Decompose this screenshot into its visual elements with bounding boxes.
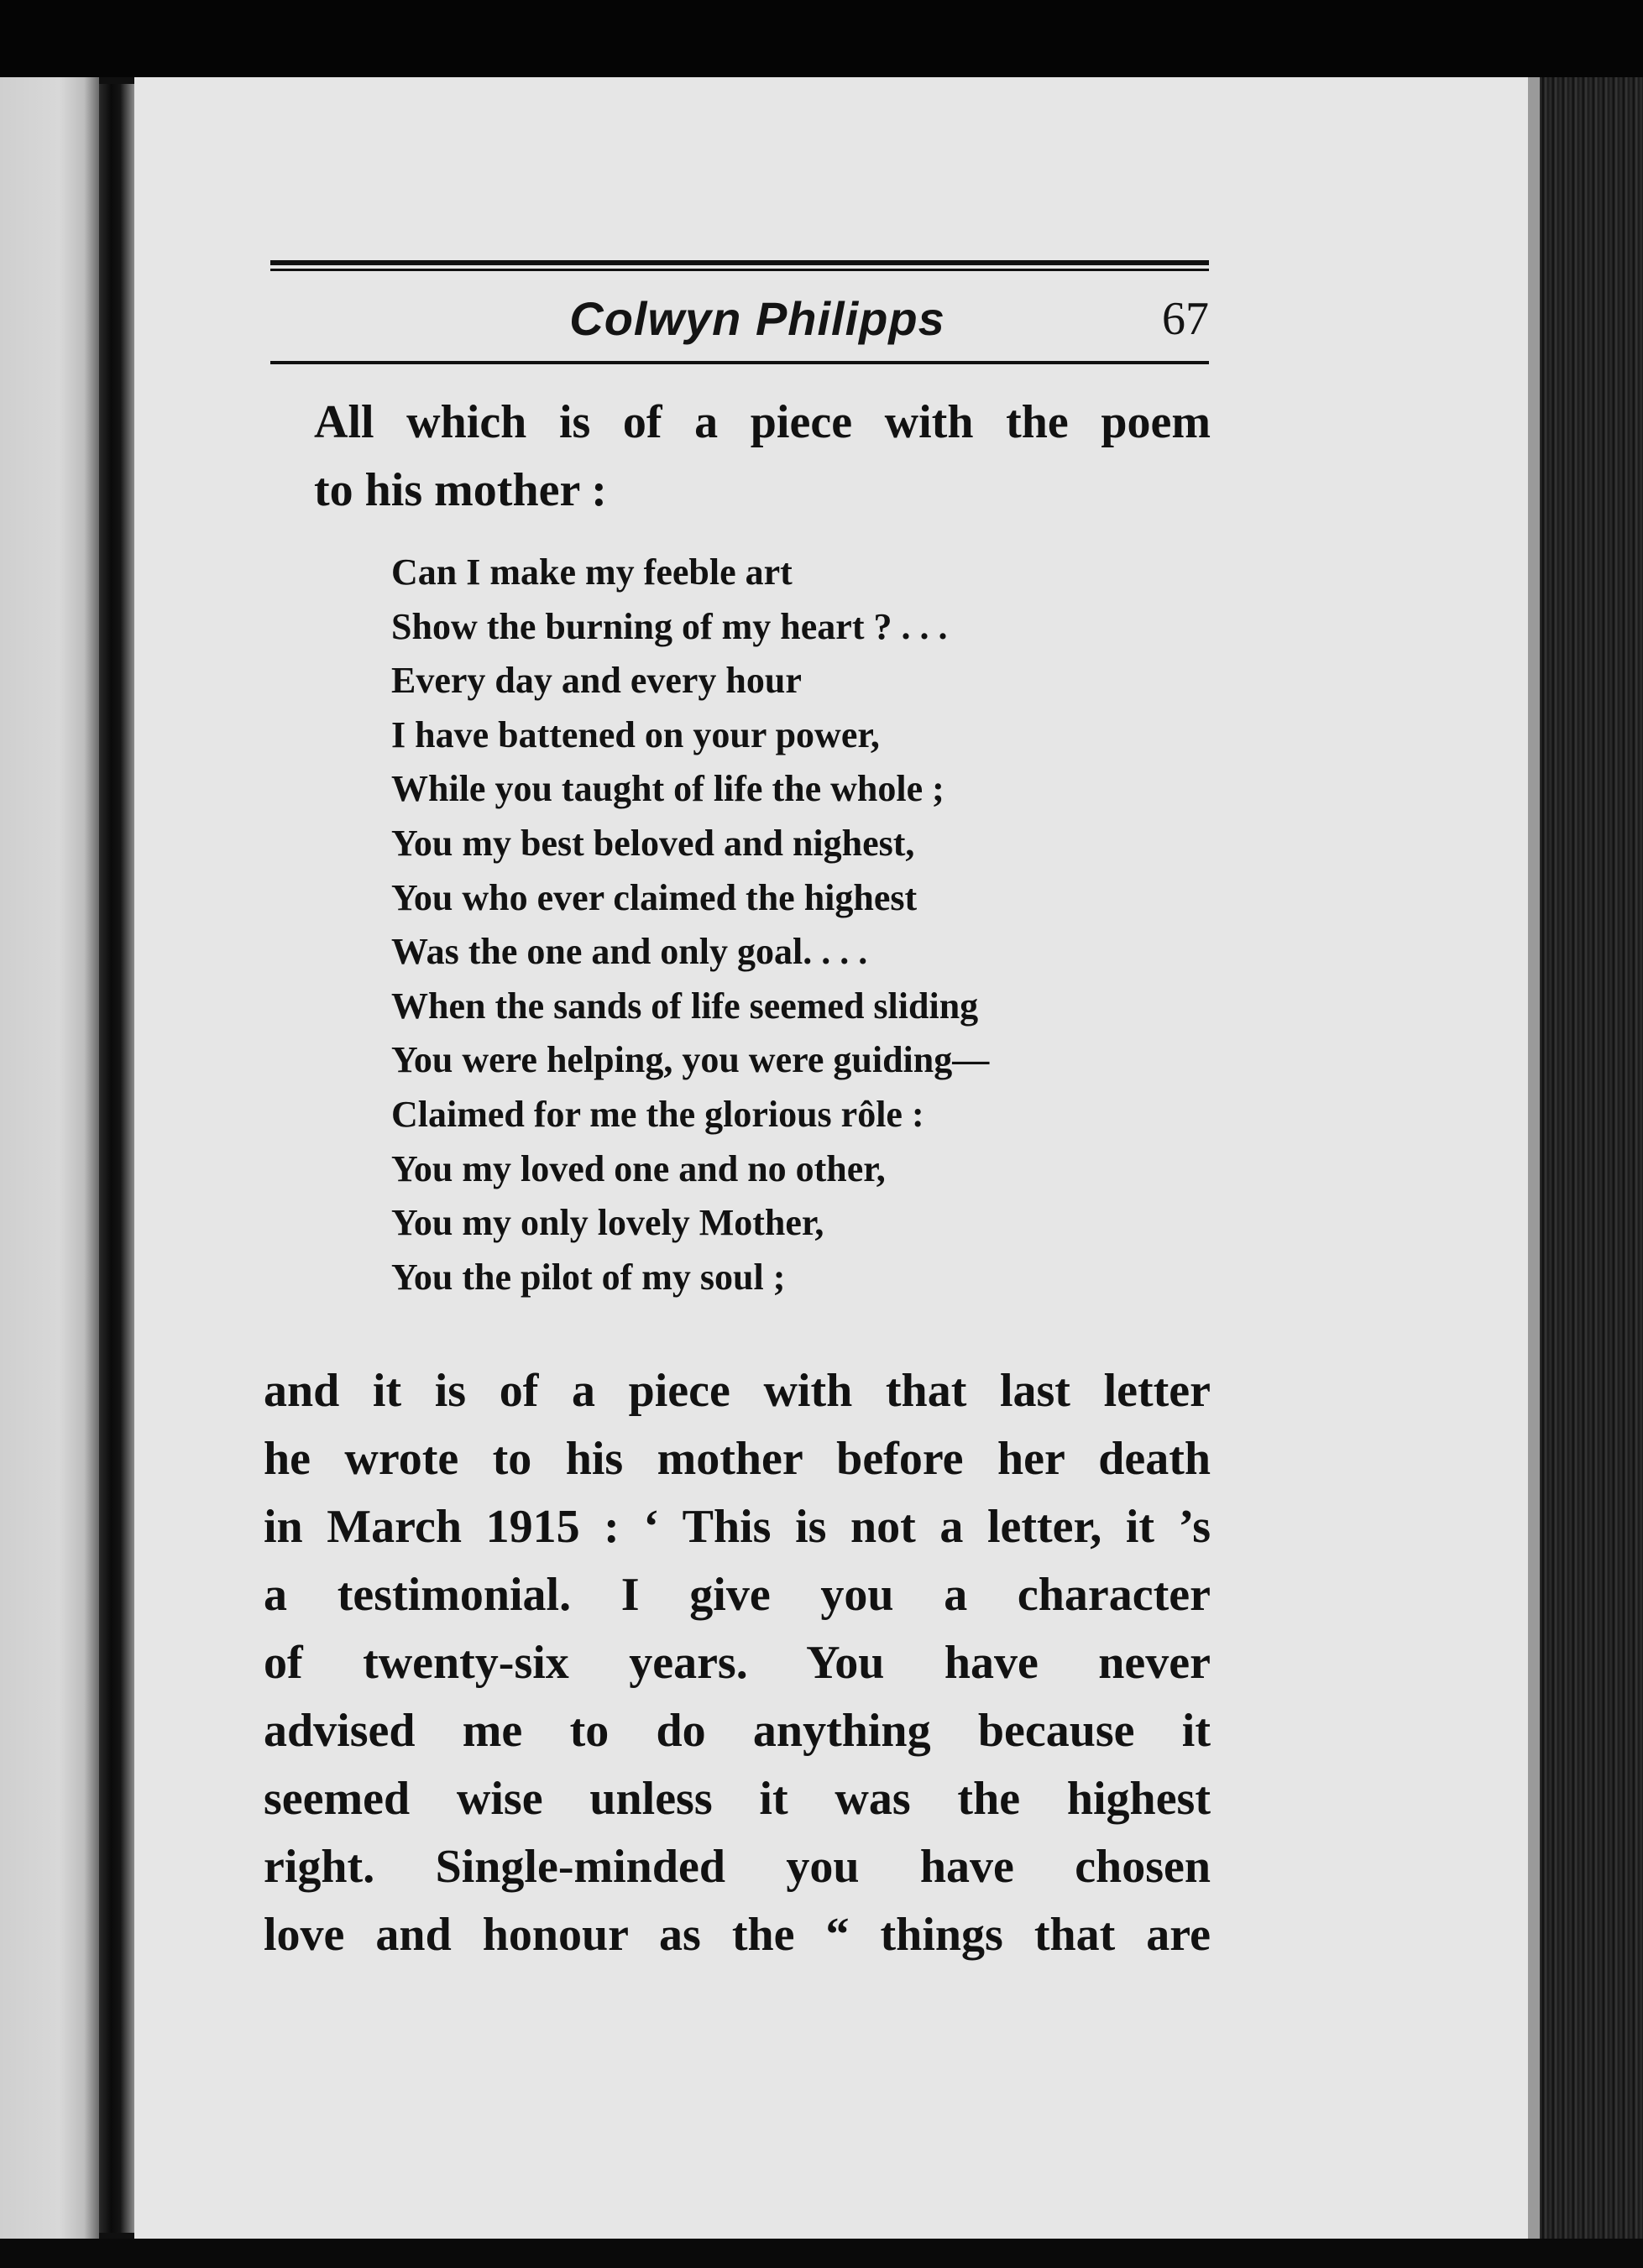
facing-page-edge xyxy=(0,77,99,2239)
intro-paragraph xyxy=(264,389,1211,525)
poem-block xyxy=(391,546,1147,1304)
running-head xyxy=(270,285,1209,353)
page-stack-edge xyxy=(1528,77,1643,2268)
scan-top-border xyxy=(0,0,1643,77)
body-line-2: he wrote to his mother before her death xyxy=(264,1433,1211,1485)
body-line-7: seemed wise unless it was the highest xyxy=(264,1773,1211,1825)
page-number: 67 xyxy=(1162,293,1209,345)
poem-line: You the pilot of my soul ; xyxy=(391,1256,786,1298)
intro-line-1: All which is of a piece with the poem xyxy=(314,396,1211,448)
body-line-5: of twenty-six years. You have never xyxy=(264,1637,1211,1689)
body-paragraph xyxy=(264,1357,1211,1969)
header-rule-thin xyxy=(270,269,1209,271)
poem-line: Claimed for me the glorious rôle : xyxy=(391,1093,924,1135)
body-line-4: a testimonial. I give you a character xyxy=(264,1569,1211,1621)
header-double-rule xyxy=(270,260,1209,274)
poem-line: Can I make my feeble art xyxy=(391,551,793,593)
body-line-3: in March 1915 : ‘ This is not a letter, it ’s xyxy=(264,1501,1211,1553)
poem-line: You who ever claimed the highest xyxy=(391,876,918,918)
header-bottom-rule xyxy=(270,361,1209,364)
running-title: Colwyn Philipps xyxy=(569,292,945,345)
book-gutter xyxy=(99,84,134,2233)
poem-line: While you taught of life the whole ; xyxy=(391,768,944,810)
poem-line: You my only lovely Mother, xyxy=(391,1202,824,1244)
body-line-1: and it is of a piece with that last letter xyxy=(264,1365,1211,1417)
page-edge-highlight xyxy=(1528,77,1540,2239)
poem-line: You were helping, you were guiding— xyxy=(391,1039,990,1081)
body-line-6: advised me to do anything because it xyxy=(264,1705,1211,1757)
poem-line: I have battened on your power, xyxy=(391,713,880,755)
poem-line: Was the one and only goal. . . . xyxy=(391,931,868,973)
header-rule-thick xyxy=(270,260,1209,265)
body-line-9: love and honour as the “ things that are xyxy=(264,1909,1211,1961)
intro-line-2: to his mother : xyxy=(314,464,607,516)
poem-line: When the sands of life seemed sliding xyxy=(391,985,979,1027)
poem-line: Every day and every hour xyxy=(391,660,802,702)
body-line-8: right. Single-minded you have chosen xyxy=(264,1841,1211,1893)
poem-line: You my loved one and no other, xyxy=(391,1147,886,1189)
poem-line: Show the burning of my heart ? . . . xyxy=(391,605,948,647)
poem-line: You my best beloved and nighest, xyxy=(391,822,915,864)
scan-bottom-border xyxy=(0,2239,1643,2268)
